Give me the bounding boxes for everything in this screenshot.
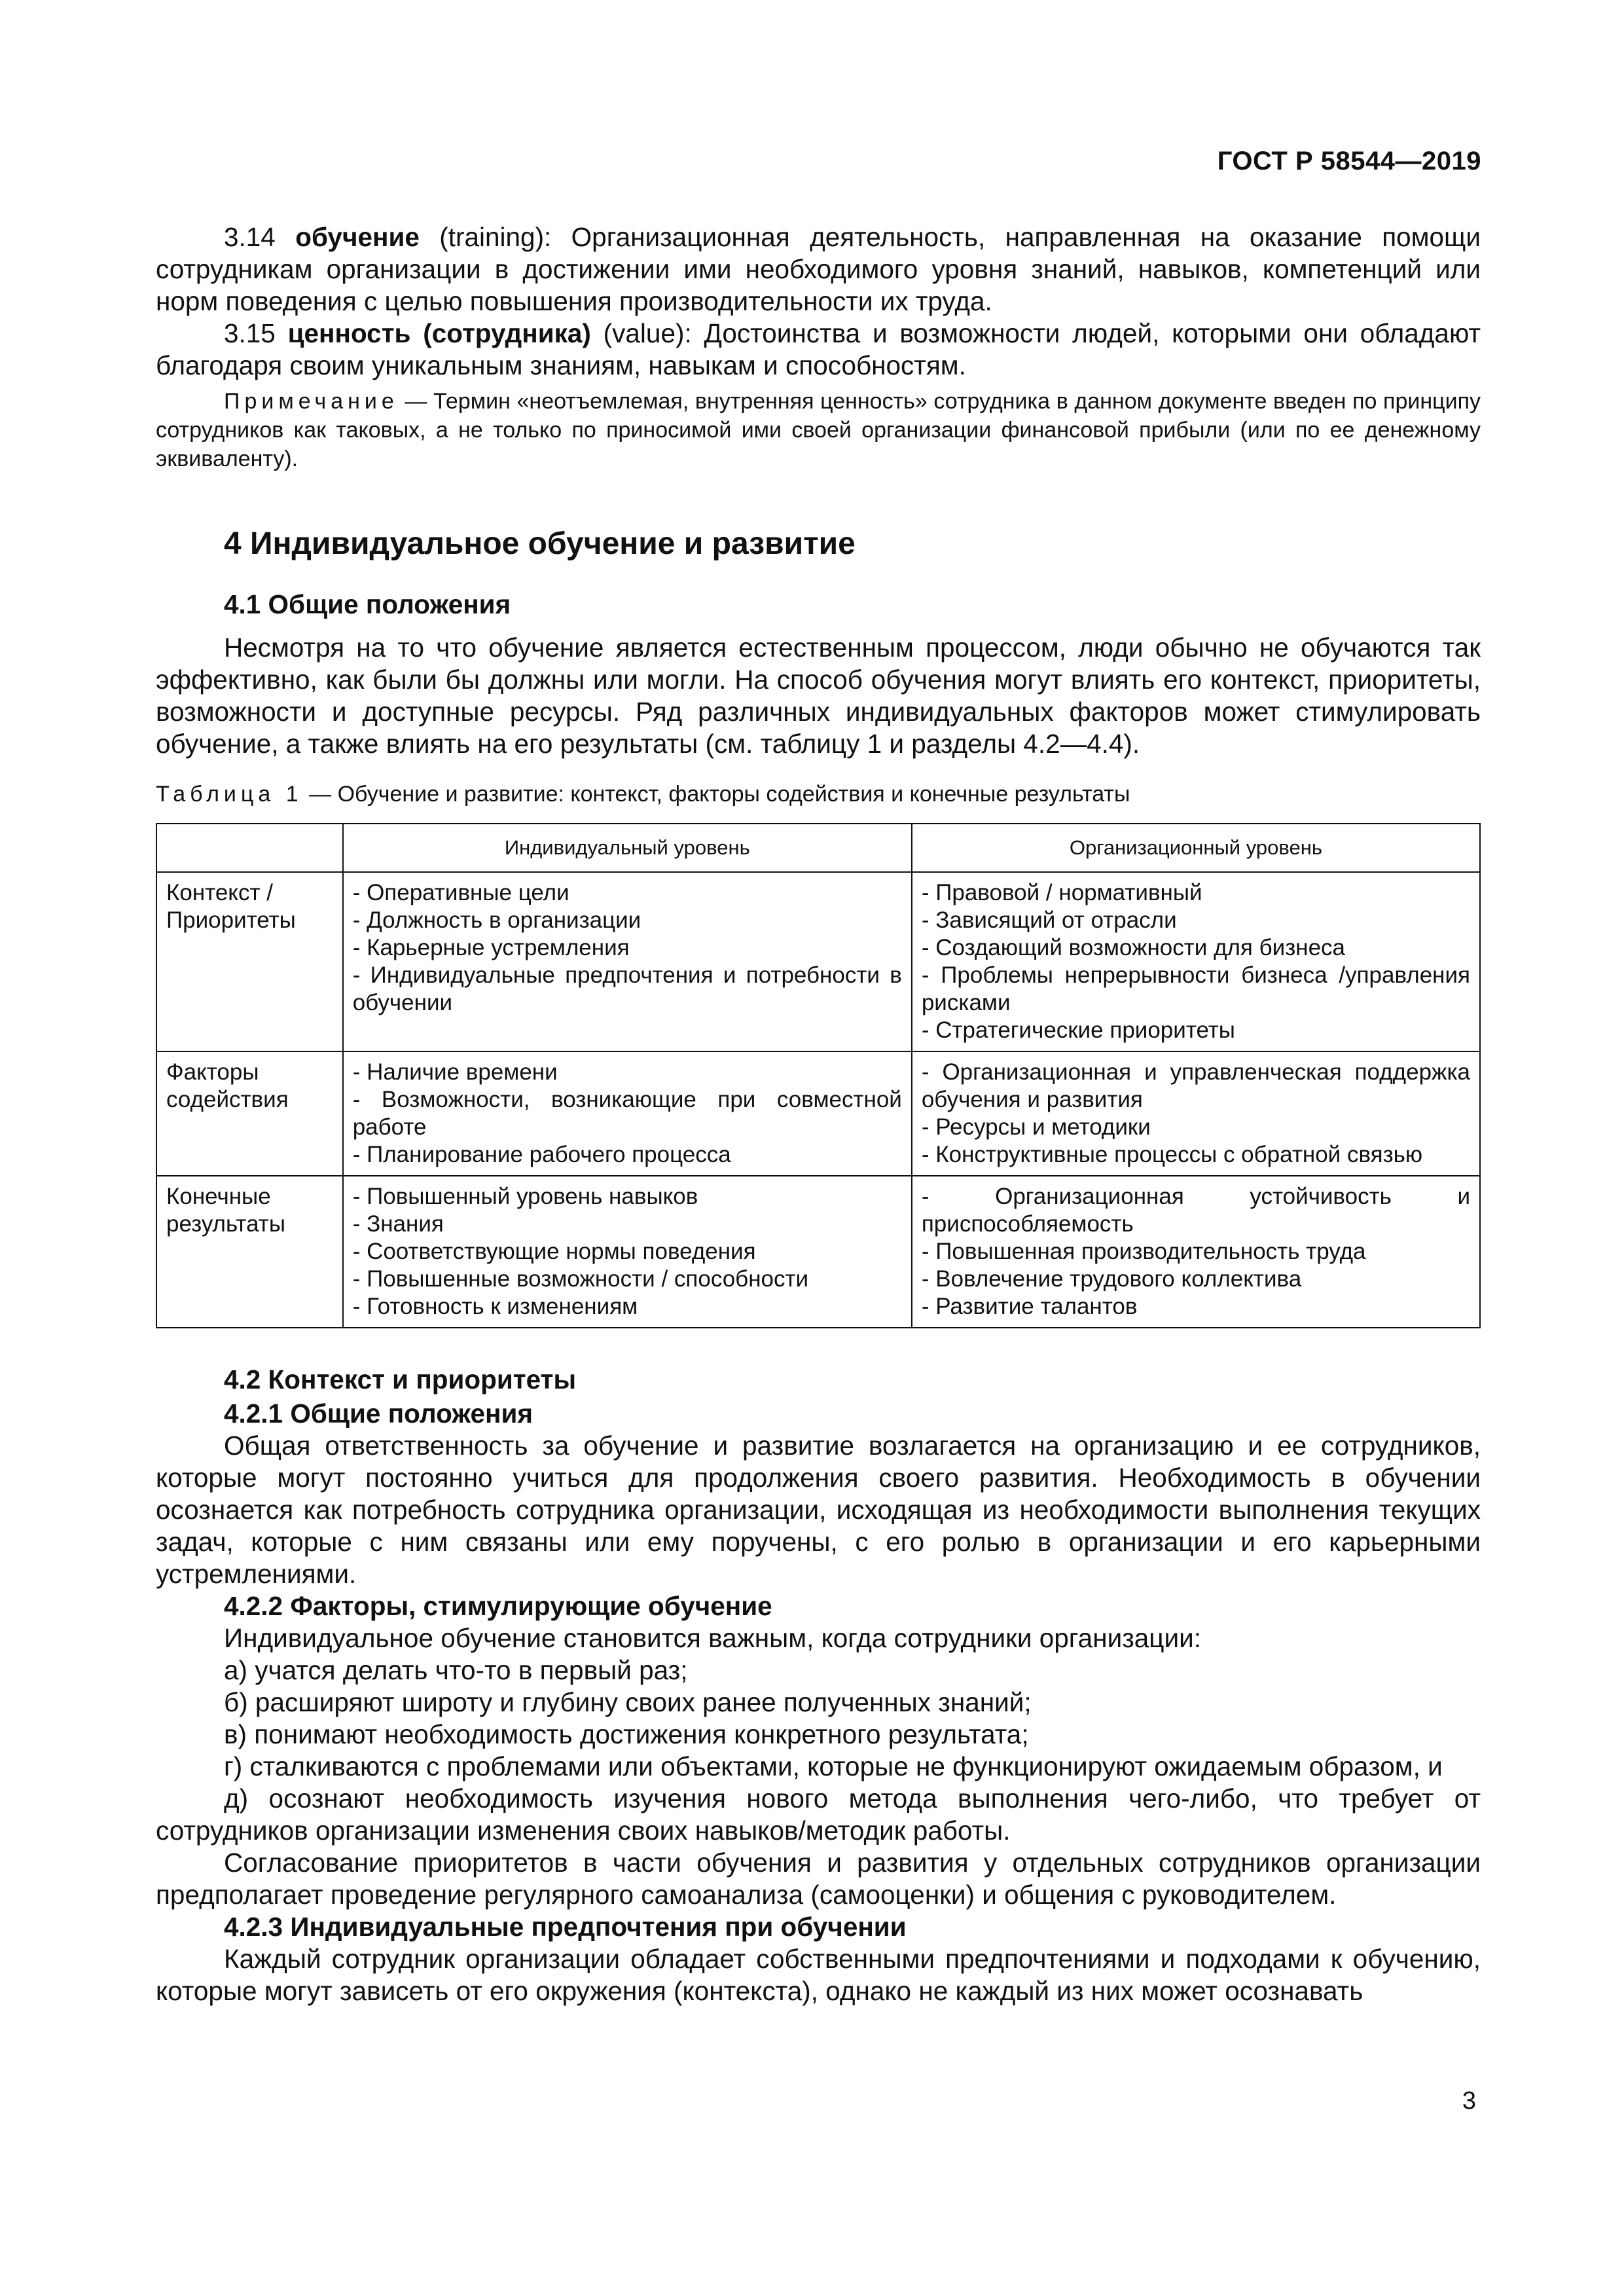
list-item: - Развитие талантов: [921, 1294, 1138, 1319]
note-label: Примечание: [224, 389, 399, 414]
term-number: 3.15: [224, 318, 288, 348]
individual-cell: [343, 1051, 912, 1176]
list-item: - Повышенная производительность труда: [921, 1239, 1366, 1264]
table-header-row: [156, 824, 1480, 872]
individual-cell: [343, 872, 912, 1051]
organizational-cell: [912, 1176, 1480, 1328]
table-row: [156, 872, 1480, 1051]
list-item: г) сталкиваются с проблемами или объектами, которые не функционируют ожидаемым образом, и: [224, 1751, 1443, 1781]
table-caption-label: Таблица 1: [156, 782, 303, 807]
term-note: [156, 387, 1481, 473]
term-3-14: [156, 221, 1481, 318]
section-4-2-2-intro: Индивидуальное обучение становится важным, когда сотрудники организации:: [224, 1623, 1201, 1653]
list-item: - Конструктивные процессы с обратной связью: [921, 1142, 1423, 1167]
list-item: а) учатся делать что-то в первый раз;: [224, 1655, 688, 1685]
list-item: - Соответствующие нормы поведения: [352, 1239, 756, 1264]
page-number: 3: [1462, 2087, 1476, 2115]
list-item: в) понимают необходимость достижения конкретного результата;: [224, 1719, 1029, 1749]
list-item: - Правовой / нормативный: [921, 880, 1202, 905]
term-3-15: [156, 318, 1481, 382]
individual-cell: [343, 1176, 912, 1328]
list-item: - Готовность к изменениям: [352, 1294, 638, 1319]
table-header-organizational: Организационный уровень: [912, 824, 1480, 872]
table-caption-text: — Обучение и развитие: контекст, факторы содействия и конечные результаты: [302, 782, 1130, 807]
list-item: - Должность в организации: [352, 907, 641, 933]
list-item: - Повышенный уровень навыков: [352, 1184, 698, 1209]
list-item: - Создающий возможности для бизнеса: [921, 935, 1346, 960]
term-definition: (training): Организационная деятельность, направленная на оказание помощи сотрудникам организации в достижении ими необходимого уровня знаний, навыков, компетенций или норм поведения с целью повышения производительности их труда.: [156, 222, 1481, 316]
term-definition: (value): Достоинства и возможности людей, которыми они обладают благодаря своим уникальным знаниям, навыкам и способностям.: [156, 318, 1481, 380]
list-item: - Организационная устойчивость и приспособляемость: [921, 1184, 1470, 1237]
list-item: б) расширяют широту и глубину своих ранее полученных знаний;: [224, 1687, 1032, 1717]
list-item: - Планирование рабочего процесса: [352, 1142, 731, 1167]
page-content: [156, 221, 1481, 2007]
list-item: - Возможности, возникающие при совместной работе: [352, 1087, 902, 1140]
row-label: Конечные результаты: [156, 1176, 343, 1328]
list-item: - Зависящий от отрасли: [921, 907, 1177, 933]
list-item: - Наличие времени: [352, 1059, 558, 1085]
section-4-2-title: 4.2 Контекст и приоритеты: [224, 1364, 577, 1394]
list-item: - Повышенные возможности / способности: [352, 1266, 809, 1292]
term-name: ценность (сотрудника): [287, 318, 591, 348]
list-item: - Карьерные устремления: [352, 935, 630, 960]
table-row: [156, 1051, 1480, 1176]
section-4-2-3-title: 4.2.3 Индивидуальные предпочтения при обучении: [224, 1912, 907, 1942]
list-item: - Оперативные цели: [352, 880, 569, 905]
section-4-2-1-text: Общая ответственность за обучение и развитие возлагается на организацию и ее сотрудников, которые могут постоянно учиться для продолжения своего развития. Необходимость в обучении осознается как потребность сотрудника организации, исходящая из необходимости выполнения текущих задач, которые с ним связаны или ему поручены, с его ролью в организации и его карьерными устремлениями.: [156, 1430, 1481, 1589]
section-4-2-2-outro: Согласование приоритетов в части обучения и развития у отдельных сотрудников организации предполагает проведение регулярного самоанализа (самооценки) и общения с руководителем.: [156, 1848, 1481, 1910]
term-number: 3.14: [224, 222, 296, 252]
list-item: - Организационная и управленческая поддержка обучения и развития: [921, 1059, 1470, 1112]
organizational-cell: [912, 872, 1480, 1051]
list-item: - Индивидуальные предпочтения и потребности в обучении: [352, 962, 902, 1015]
section-4-1-title: 4.1 Общие положения: [224, 589, 511, 619]
row-label: Факторы содействия: [156, 1051, 343, 1176]
table-header-empty: [156, 824, 343, 872]
section-4-2-2-title: 4.2.2 Факторы, стимулирующие обучение: [224, 1591, 772, 1621]
note-text: — Термин «неотъемлемая, внутренняя ценность» сотрудника в данном документе введен по принципу сотрудников как таковых, а не только по приносимой ими своей организации финансовой прибыли (или по ее денежному эквиваленту).: [156, 389, 1481, 471]
section-4-2-3-text: Каждый сотрудник организации обладает собственными предпочтениями и подходами к обучению, которые могут зависеть от его окружения (контекста), однако не каждый из них может осознавать: [156, 1944, 1481, 2006]
list-item: - Проблемы непрерывности бизнеса /управления рисками: [921, 962, 1470, 1015]
term-name: обучение: [295, 222, 420, 252]
table-1: [156, 823, 1481, 1328]
table-1-caption: [156, 780, 1481, 809]
list-item: - Ресурсы и методики: [921, 1114, 1151, 1140]
list-item: - Знания: [352, 1211, 444, 1237]
list-item: - Вовлечение трудового коллектива: [921, 1266, 1302, 1292]
section-4-title: 4 Индивидуальное обучение и развитие: [224, 526, 856, 561]
list-item: д) осознают необходимость изучения нового метода выполнения чего-либо, что требует от сотрудников организации изменения своих навыков/методик работы.: [156, 1783, 1481, 1846]
organizational-cell: [912, 1051, 1480, 1176]
section-4-1-text: Несмотря на то что обучение является естественным процессом, люди обычно не обучаются так эффективно, как были бы должны или могли. На способ обучения могут влиять его контекст, приоритеты, возможности и доступные ресурсы. Ряд различных индивидуальных факторов может стимулировать обучение, а также влиять на его результаты (см. таблицу 1 и разделы 4.2—4.4).: [156, 632, 1481, 759]
section-4-2-1-title: 4.2.1 Общие положения: [224, 1398, 533, 1429]
list-item: - Стратегические приоритеты: [921, 1017, 1235, 1043]
table-header-individual: Индивидуальный уровень: [343, 824, 912, 872]
row-label: Контекст / Приоритеты: [156, 872, 343, 1051]
table-row: [156, 1176, 1480, 1328]
document-code: ГОСТ Р 58544—2019: [1217, 147, 1481, 175]
